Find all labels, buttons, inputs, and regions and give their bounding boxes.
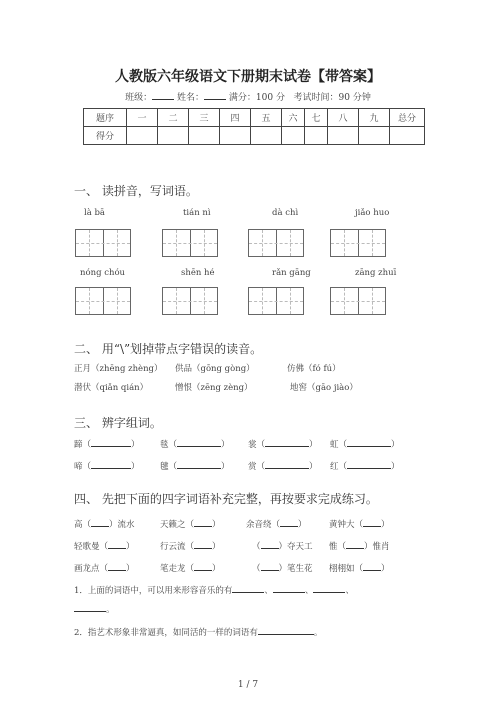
score-table [83, 108, 425, 145]
answer-blank[interactable] [91, 517, 109, 527]
score-cell[interactable] [127, 127, 158, 145]
word-group-item: 红（ ） [330, 459, 400, 472]
score-value-row [84, 127, 425, 145]
info-line [0, 90, 496, 103]
answer-blank[interactable] [177, 459, 221, 469]
page-title: 人教版六年级语文下册期末试卷【带答案】 [115, 69, 381, 85]
class-blank[interactable] [152, 90, 174, 100]
word-group-item: 啼（ ） [74, 459, 140, 472]
score-header-cell: 一 [127, 109, 158, 127]
idiom-item: 天籁之（ ） [160, 517, 221, 530]
pronunciation-item[interactable]: 仿佛（fó fú） [287, 364, 341, 374]
answer-blank[interactable] [273, 583, 305, 593]
word-group-item: 虹（ ） [330, 437, 400, 450]
score-header-cell: 五 [251, 109, 282, 127]
score-header-cell: 二 [158, 109, 189, 127]
answer-blank[interactable] [258, 625, 314, 635]
score-cell[interactable] [390, 127, 425, 145]
pronunciation-item[interactable]: 供品（gōng gòng） [175, 364, 255, 374]
idiom-item: 栩栩如（ ） [329, 561, 390, 574]
score-header-cell: 九 [359, 109, 390, 127]
answer-blank[interactable] [261, 561, 279, 571]
pinyin: shēn hé [181, 268, 215, 278]
score-row-label: 得分 [84, 127, 127, 145]
score-header-cell: 四 [220, 109, 251, 127]
pinyin: dà chì [272, 208, 299, 218]
score-cell[interactable] [220, 127, 251, 145]
answer-blank[interactable] [313, 583, 345, 593]
writing-grid[interactable] [248, 287, 304, 315]
score-header-cell: 七 [305, 109, 328, 127]
score-header-cell: 题序 [84, 109, 127, 127]
answer-blank[interactable] [194, 539, 212, 549]
answer-blank[interactable] [346, 539, 364, 549]
idiom-item: 余音绕（ ） [246, 517, 307, 530]
score-cell[interactable] [359, 127, 390, 145]
writing-grid[interactable] [248, 229, 304, 257]
word-group-item: 蹄（ ） [74, 437, 140, 450]
score-header-cell: 三 [189, 109, 220, 127]
pinyin: jiǎo huo [355, 208, 390, 218]
score-cell[interactable] [189, 127, 220, 145]
idiom-item: 笔走龙（ ） [160, 561, 221, 574]
section-3-heading: 三、 辨字组词。 [74, 416, 162, 430]
writing-grid[interactable] [330, 287, 386, 315]
idiom-item: 惟（ ）惟肖 [329, 539, 390, 552]
word-group-item: 毽（ ） [160, 459, 230, 472]
answer-blank[interactable] [265, 437, 309, 447]
exam-time: 考试时间：90 分钟 [293, 93, 371, 103]
name-label: 姓名： [177, 93, 205, 103]
score-cell[interactable] [158, 127, 189, 145]
section-2-heading: 二、 用“\”划掉带点字错误的读音。 [74, 342, 263, 356]
score-header-row [84, 109, 425, 127]
score-cell[interactable] [282, 127, 305, 145]
pinyin: nóng chóu [80, 268, 126, 278]
page-number: 1 / 7 [237, 680, 259, 690]
idiom-item: （ ）夺天工 [252, 539, 313, 552]
word-group-item: 裳（ ） [248, 437, 318, 450]
answer-blank[interactable] [108, 539, 126, 549]
score-header-cell: 六 [282, 109, 305, 127]
answer-blank[interactable] [347, 459, 391, 469]
question-1-continued: 。 [74, 602, 115, 615]
writing-grid[interactable] [162, 229, 218, 257]
answer-blank[interactable] [363, 561, 381, 571]
idiom-item: （ ）笔生花 [252, 561, 313, 574]
answer-blank[interactable] [265, 459, 309, 469]
section-1-heading: 一、 读拼音，写词语。 [74, 184, 198, 198]
word-group-item: 赏（ ） [248, 459, 318, 472]
full-score: 满分：100 分 [228, 93, 285, 103]
answer-blank[interactable] [194, 517, 212, 527]
class-label: 班级： [125, 93, 153, 103]
pinyin: tián nì [183, 208, 211, 218]
writing-grid[interactable] [75, 229, 131, 257]
answer-blank[interactable] [108, 561, 126, 571]
writing-grid[interactable] [162, 287, 218, 315]
answer-blank[interactable] [280, 517, 298, 527]
score-cell[interactable] [328, 127, 359, 145]
pinyin: là bā [84, 208, 105, 218]
score-header-cell: 八 [328, 109, 359, 127]
answer-blank[interactable] [194, 561, 212, 571]
answer-blank[interactable] [91, 437, 131, 447]
answer-blank[interactable] [74, 602, 106, 612]
pinyin: rǎn gāng [272, 268, 311, 278]
writing-grid[interactable] [75, 287, 131, 315]
pronunciation-item[interactable]: 潜伏（qiǎn qián） [74, 383, 149, 393]
writing-grid[interactable] [330, 229, 386, 257]
answer-blank[interactable] [261, 539, 279, 549]
pronunciation-item[interactable]: 正月（zhēng zhèng） [74, 364, 163, 374]
pronunciation-item[interactable]: 憎恨（zēng zèng） [175, 383, 253, 393]
question-1: 1．上面的词语中，可以用来形容音乐的有 、 、 、 [74, 583, 354, 596]
idiom-item: 高（ ）流水 [74, 517, 135, 530]
answer-blank[interactable] [347, 437, 391, 447]
score-header-cell: 总分 [390, 109, 425, 127]
score-cell[interactable] [305, 127, 328, 145]
name-blank[interactable] [204, 90, 226, 100]
idiom-item: 轻歌曼（ ） [74, 539, 135, 552]
idiom-item: 画龙点（ ） [74, 561, 135, 574]
idiom-item: 行云流（ ） [160, 539, 221, 552]
pinyin: zāng zhuī [355, 268, 397, 278]
answer-blank[interactable] [177, 437, 221, 447]
score-cell[interactable] [251, 127, 282, 145]
word-group-item: 毯（ ） [160, 437, 230, 450]
pronunciation-item[interactable]: 地窖（gāo jiào） [290, 383, 358, 393]
idiom-item: 黄钟大（ ） [329, 517, 390, 530]
question-2: 2．指艺术形象非常逼真，如同活的一样的词语有 。 [74, 625, 322, 638]
answer-blank[interactable] [91, 459, 131, 469]
answer-blank[interactable] [232, 583, 264, 593]
section-4-heading: 四、 先把下面的四字词语补充完整，再按要求完成练习。 [74, 492, 378, 506]
answer-blank[interactable] [363, 517, 381, 527]
